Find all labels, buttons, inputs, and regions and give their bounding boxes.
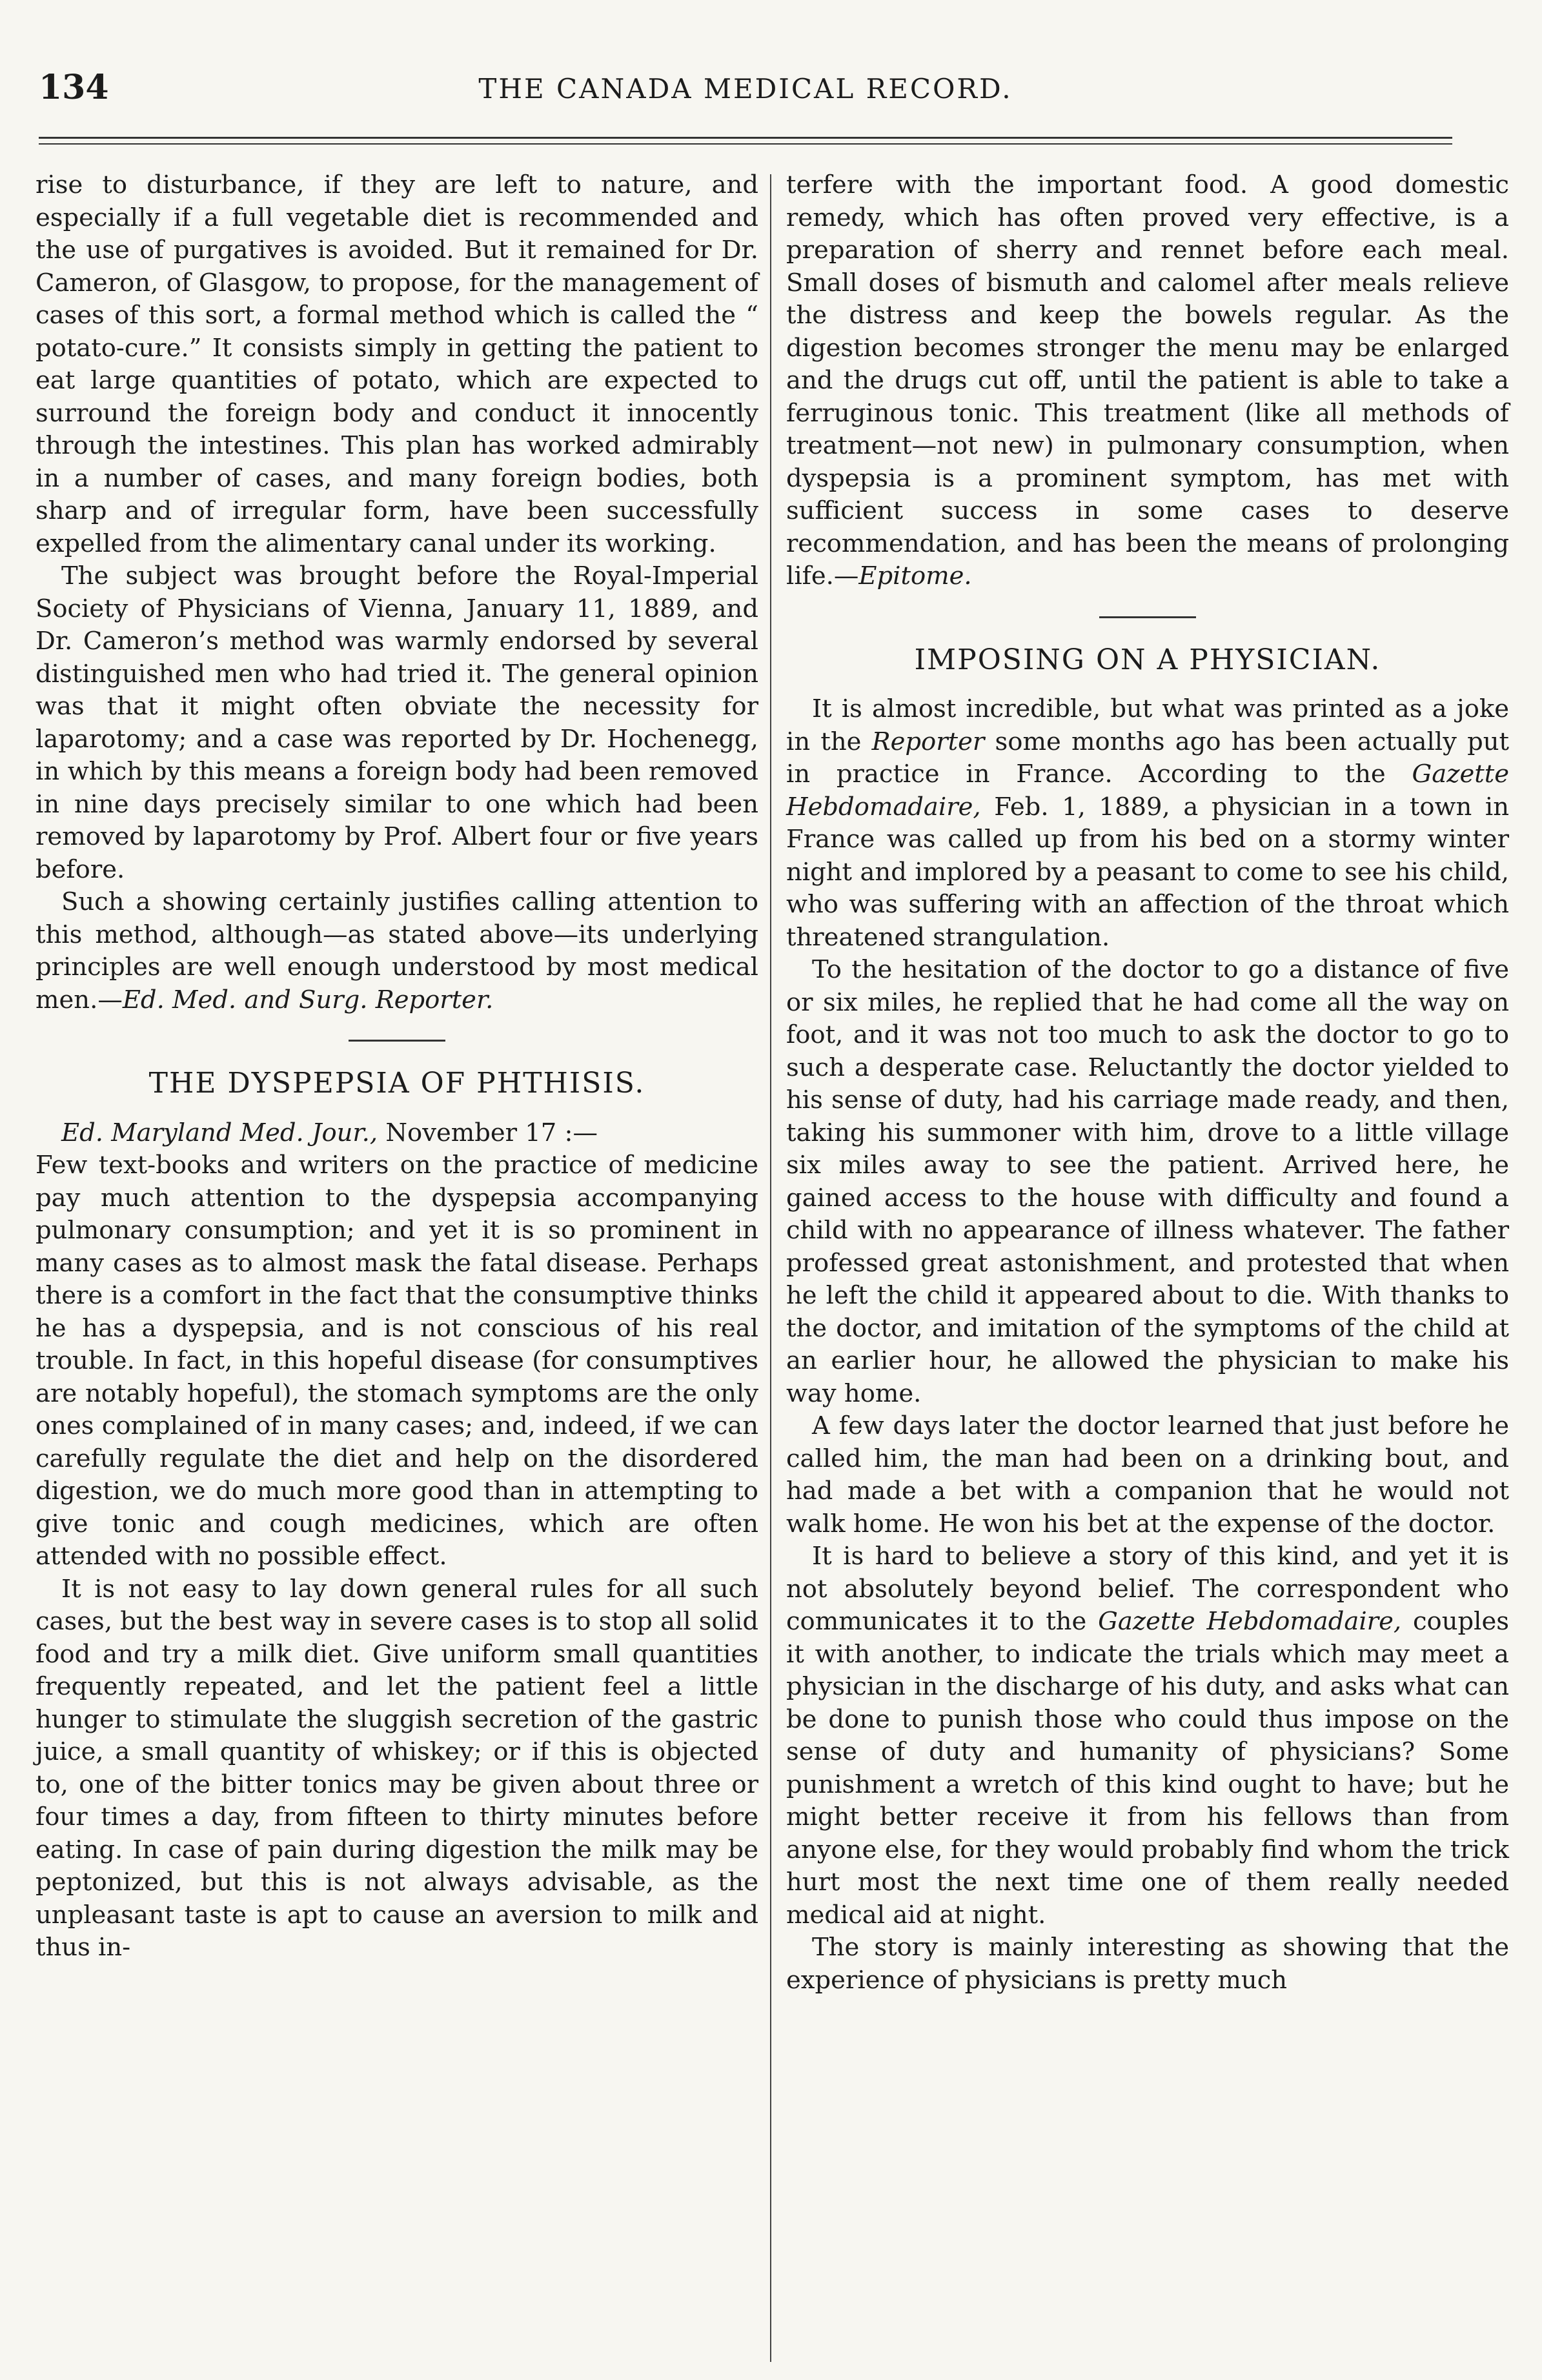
remedy-text: terfere with the important food. A good domestic remedy, which has often proved very effective, is a preparation of sherry and rennet before each meal. Small doses of bismuth and calomel after meals relieve the distress and keep the bowels regular. As the digestion becomes stronger the menu may be enlarged and the drugs cut off, until the patient is able to take a ferruginous tonic. This treatment (like all methods of treatment—not new) in pulmonary consumption, when dyspepsia is a prominent symptom, has met with sufficient success in some cases to deserve recommendation, and has been the means of prolonging life.— <box>786 170 1509 590</box>
left-column <box>36 169 758 1964</box>
publication-gazette: Gazette Hebdomadaire, <box>786 760 1509 822</box>
incredible-text-a: It is almost incredible, but what was printed as a joke in the <box>786 694 1509 756</box>
left-paragraph-textbooks: Few text-books and writers on the practice of medicine pay much attention to the dyspepsia accompanying pulmonary consumption; and yet it is so prominent in many cases as to almost mask the fatal disease. Perhaps there is a comfort in the fact that the consumptive thinks he has a dyspepsia, and is not conscious of his real trouble. In fact, in this hopeful disease (for consumptives are notably hopeful), the stomach symptoms are the only ones complained of in many cases; and, indeed, if we can carefully regulate the diet and help on the disordered digestion, we do much more good than in attempting to give tonic and cough medicines, which are often attended with no possible effect. <box>36 1151 758 1571</box>
byline-source: Ed. Maryland Med. Jour., <box>61 1118 378 1147</box>
right-column <box>786 169 1509 1997</box>
byline <box>36 1117 758 1150</box>
page-header <box>39 68 1452 126</box>
header-rule <box>39 137 1452 139</box>
left-paragraph-vienna: The subject was brought before the Royal-Imperial Society of Physicians of Vienna, January 11, 1889, and Dr. Cameron’s method was warmly endorsed by several distinguished men who had tried it. The general opinion was that it might often obviate the necessity for laparotomy; and a case was reported by Dr. Hochenegg, in which by this means a foreign body had been removed in nine days precisely similar to one which had been removed by laparotomy by Prof. Albert four or five years before. <box>36 561 758 884</box>
believe-text-a: It is hard to believe a story of this kind, and yet it is not absolutely beyond belief. The correspondent who communicates it to the <box>786 1542 1509 1636</box>
right-paragraph-hesitation: To the hesitation of the doctor to go a distance of five or six miles, he replied that he had come all the way on foot, and it was not too much to ask the doctor to go to such a desperate case. Reluctantly the doctor yielded to his sense of duty, had his carriage made ready, and then, taking his summoner with him, drove to a little village six miles away to see the patient. Arrived here, he gained access to the house with difficulty and found a child with no appearance of illness whatever. The father professed great astonishment, and protested that when he left the child it appeared about to die. With thanks to the doctor, and imitation of the symptoms of the child at an earlier hour, he allowed the physician to make his way home. <box>786 955 1509 1408</box>
showing-text: Such a showing certainly justifies calling attention to this method, although—as stated above—its underlying principles are well enough understood by most medical men.— <box>36 887 758 1014</box>
believe-text-b: couples it with another, to indicate the trials which may meet a physician in the discharge of his duty, and asks what can be done to punish those who could thus impose on the sense of duty and humanity of physicians? Some punishment a wretch of this kind ought to have; but he might better receive it from his fellows than from anyone else, for they would probably find whom the trick hurt most the next time one of them really needed medical aid at night. <box>786 1607 1510 1930</box>
right-paragraph-few-days: A few days later the doctor learned that just before he called him, the man had been on a drinking bout, and had made a bet with a companion that he would not walk home. He won his bet at the expense of the doctor. <box>786 1411 1509 1538</box>
incredible-text-c: Feb. 1, 1889, a physician in a town in France was called up from his bed on a stormy winter night and implored by a peasant to come to see his child, who was suffering with an affection of the throat which threatened strangulation. <box>786 792 1509 952</box>
header-rule-secondary <box>39 143 1452 145</box>
right-paragraph-story: The story is mainly interesting as showing that the experience of physicians is pretty much <box>786 1933 1509 1995</box>
right-paragraph-incredible <box>786 693 1509 954</box>
source-citation-epitome: Epitome. <box>858 561 972 590</box>
running-head: THE CANADA MEDICAL RECORD. <box>478 73 1013 105</box>
column-divider <box>770 174 771 2362</box>
incredible-text-b: some months ago has been actually put in practice in France. According to the <box>786 727 1509 789</box>
left-paragraph-potato-cure: rise to disturbance, if they are left to nature, and especially if a full vegetable diet is recommended and the use of purgatives is avoided. But it remained for Dr. Cameron, of Glasgow, to propose, for the management of cases of this sort, a formal method which is called the “ potato-cure.” It consists simply in getting the patient to eat large quantities of potato, which are expected to surround the foreign body and conduct it innocently through the intestines. This plan has worked admirably in a number of cases, and many foreign bodies, both sharp and of irregular form, have been successfully expelled from the alimentary canal under its working. <box>36 170 758 558</box>
publication-gazette-2: Gazette Hebdomadaire, <box>1098 1607 1402 1636</box>
right-paragraph-hard-to-believe <box>786 1540 1509 1931</box>
section-separator-right <box>1099 616 1196 618</box>
right-paragraph-remedy <box>786 169 1509 593</box>
left-paragraph-showing <box>36 886 758 1016</box>
section-title-imposing: IMPOSING ON A PHYSICIAN. <box>914 643 1381 676</box>
source-citation: Ed. Med. and Surg. Reporter. <box>122 985 494 1014</box>
byline-date: November 17 :— <box>378 1118 598 1147</box>
page-number: 134 <box>39 68 109 107</box>
publication-reporter: Reporter <box>871 727 985 756</box>
section-title-dyspepsia: THE DYSPEPSIA OF PHTHISIS. <box>148 1067 645 1100</box>
section-separator <box>349 1040 445 1042</box>
left-paragraph-rules: It is not easy to lay down general rules for all such cases, but the best way in severe cases is to stop all solid food and try a milk diet. Give uniform small quantities frequently repeated, and let the patient feel a little hunger to stimulate the sluggish secretion of the gastric juice, a small quantity of whiskey; or if this is objected to, one of the bitter tonics may be given about three or four times a day, from fifteen to thirty minutes before eating. In case of pain during digestion the milk may be peptonized, but this is not always advisable, as the unpleasant taste is apt to cause an aversion to milk and thus in- <box>36 1574 758 1962</box>
